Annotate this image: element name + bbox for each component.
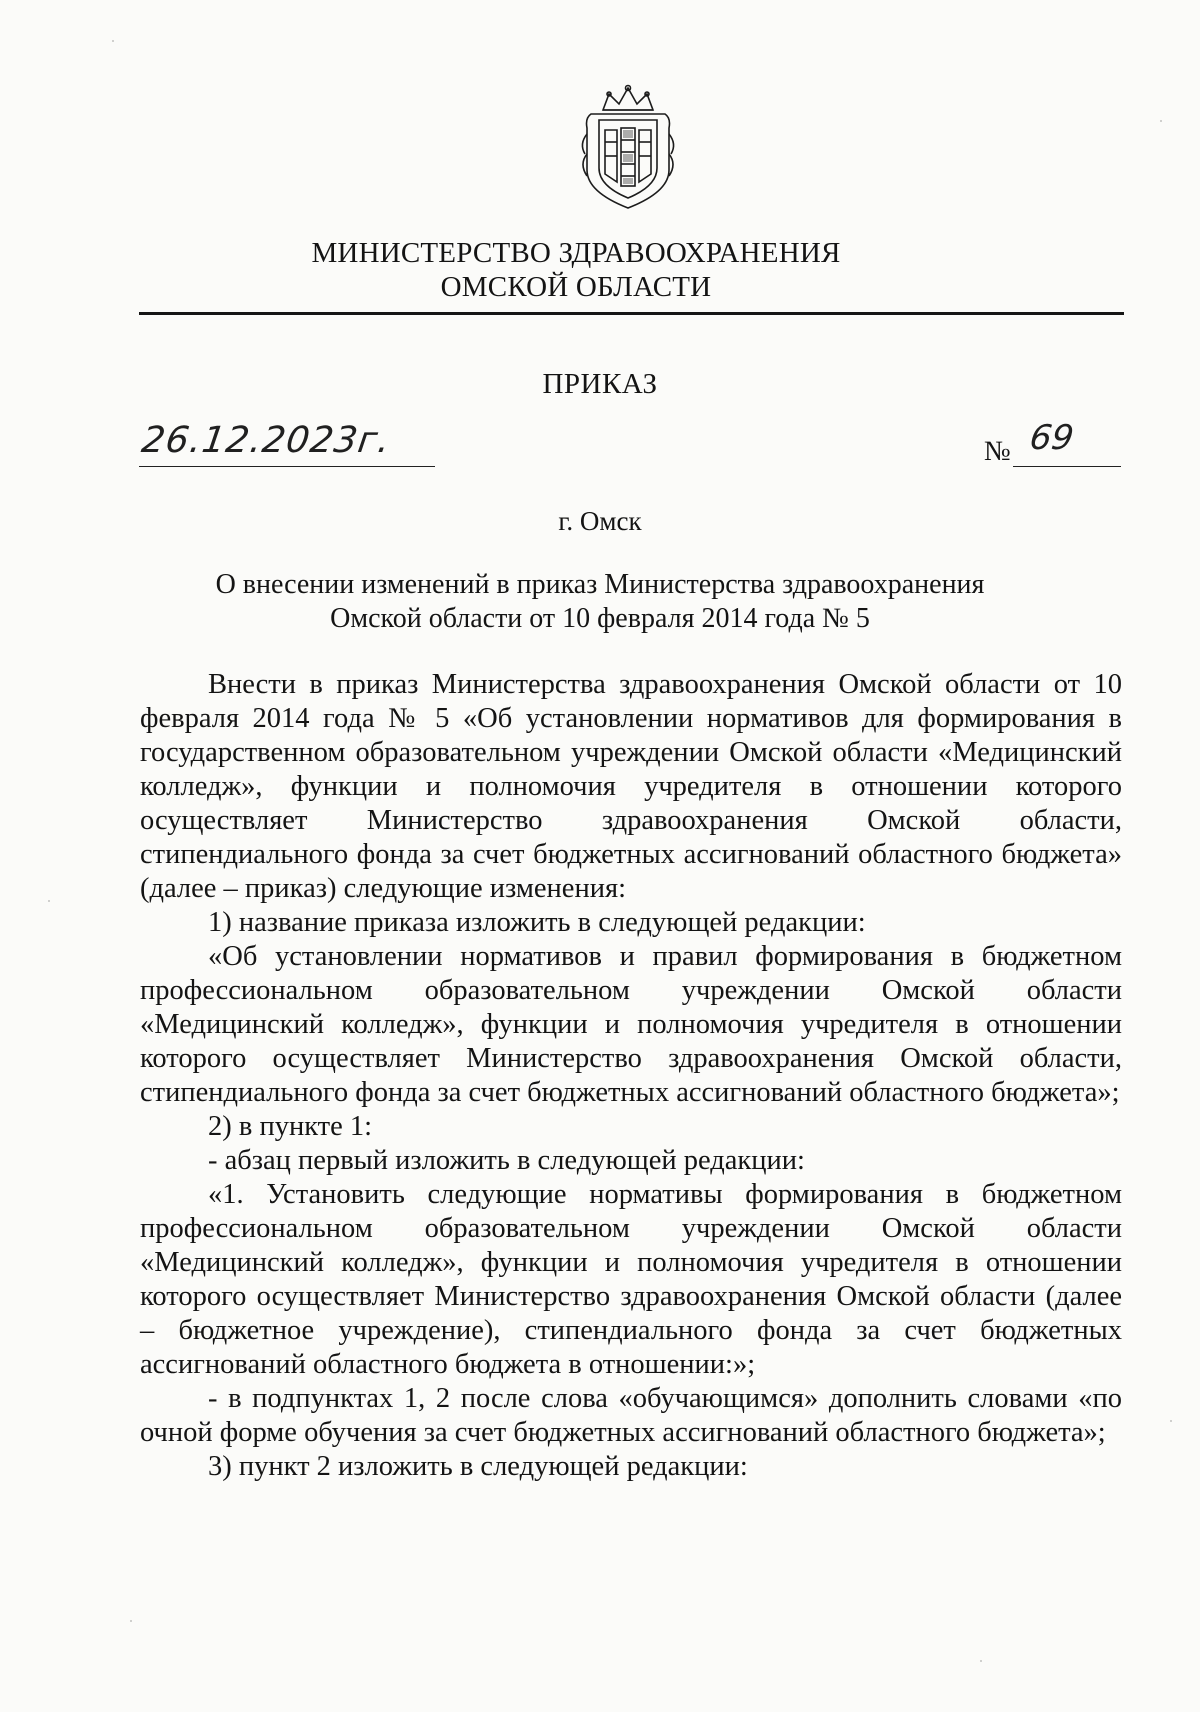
date-underline [139, 466, 435, 467]
document-date: 26.12.2023г. [139, 420, 394, 461]
body-paragraph: Внести в приказ Министерства здравоохранения Омской области от 10 февраля 2014 года № 5 «Об установлении нормативов для формирования в государственном образовательном учреждении Омской области «Медицинский колледж», функции и полномочия учредителя в отношении которого осуществляет Министерство здравоохранения Омской области, стипендиального фонда за счет бюджетных ассигнований областного бюджета» (далее – приказ) следующие изменения: [140, 669, 1122, 904]
number-label: № [984, 436, 1011, 467]
body-paragraph: - в подпунктах 1, 2 после слова «обучающимся» дополнить словами «по очной форме обучения за счет бюджетных ассигнований областного бюджета»; [140, 1383, 1122, 1448]
scan-speck [1170, 1420, 1172, 1422]
body-paragraph: «1. Установить следующие нормативы формирования в бюджетном профессиональном образовательном учреждении Омской области «Медицинский колледж», функции и полномочия учредителя в отношении которого осуществляет Министерство здравоохранения Омской области (далее – бюджетное учреждение), стипендиального фонда за счет бюджетных ассигнований областного бюджета в отношении:»; [140, 1179, 1122, 1380]
document-body [140, 668, 1122, 1484]
body-paragraph: 1) название приказа изложить в следующей редакции: [208, 907, 866, 938]
scan-speck [1160, 120, 1162, 122]
document-subject [0, 568, 1200, 636]
city: г. Омск [558, 506, 642, 536]
subject-line: О внесении изменений в приказ Министерства здравоохранения [215, 569, 985, 600]
header-divider [139, 312, 1124, 315]
scan-speck [130, 1620, 132, 1622]
document-type: ПРИКАЗ [542, 368, 658, 400]
number-underline [1013, 466, 1121, 467]
body-paragraph: «Об установлении нормативов и правил формирования в бюджетном профессиональном образовательном учреждении Омской области «Медицинский колледж», функции и полномочия учредителя в отношении которого осуществляет Министерство здравоохранения Омской области, стипендиального фонда за счет бюджетных ассигнований областного бюджета»; [140, 941, 1122, 1108]
ministry-name-line1: МИНИСТЕРСТВО ЗДРАВООХРАНЕНИЯ [311, 237, 841, 269]
coat-of-arms-emblem [573, 84, 683, 212]
scan-speck [48, 900, 50, 902]
body-paragraph: 3) пункт 2 изложить в следующей редакции: [208, 1451, 748, 1482]
body-paragraph: - абзац первый изложить в следующей редакции: [208, 1145, 805, 1176]
document-number: 69 [1027, 418, 1077, 458]
body-paragraph: 2) в пункте 1: [208, 1111, 373, 1142]
scan-speck [980, 1660, 982, 1662]
subject-line: Омской области от 10 февраля 2014 года № 5 [330, 603, 870, 634]
scan-speck [112, 40, 114, 42]
ministry-name-line2: ОМСКОЙ ОБЛАСТИ [440, 271, 712, 303]
